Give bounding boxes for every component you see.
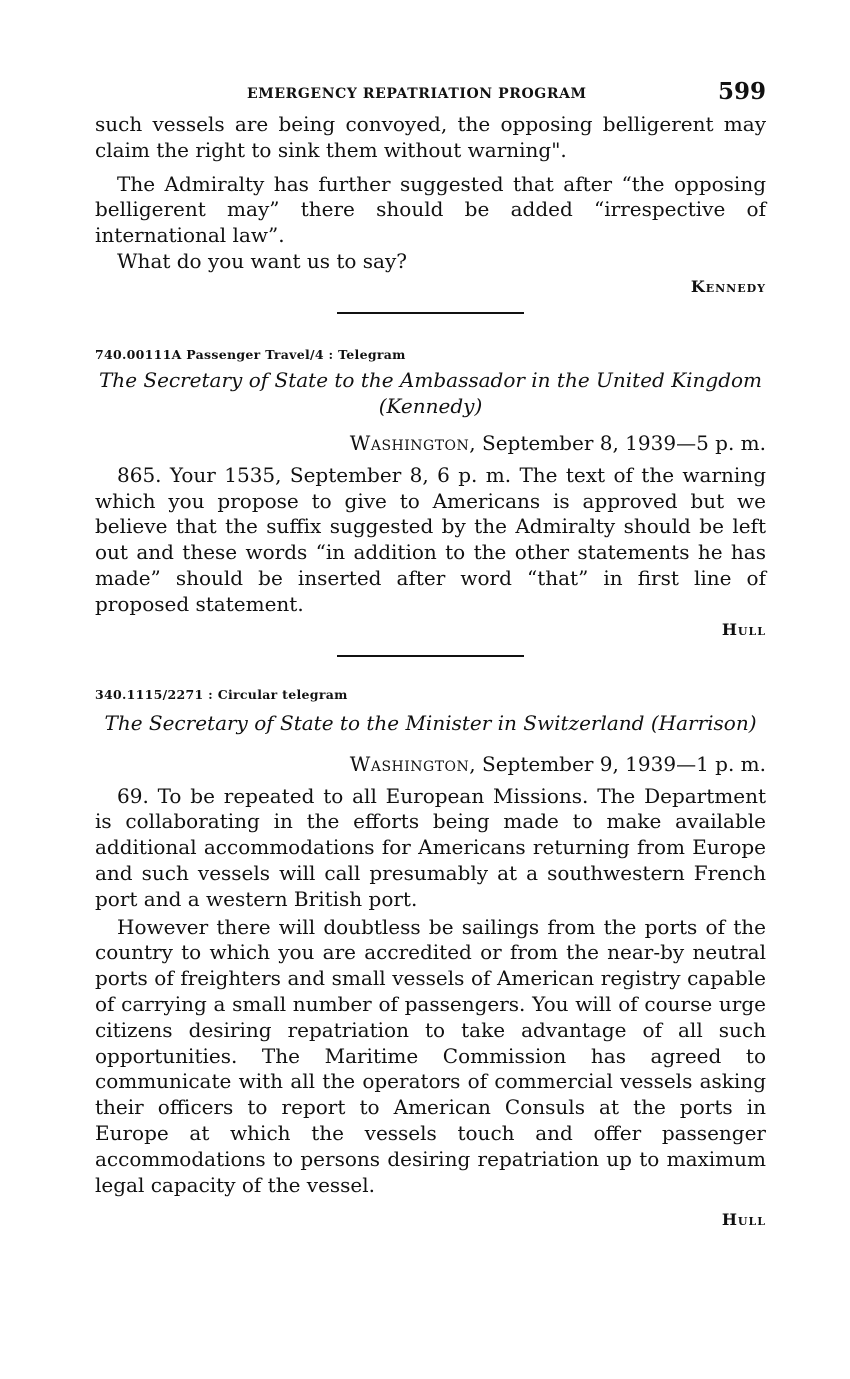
dateline-date: , September 8, 1939—5 p. m. [469,430,766,455]
signature-kennedy: Kennedy [690,276,766,296]
document-page [95,78,766,1229]
dateline-date: , September 9, 1939—1 p. m. [469,751,766,776]
continuation-section [95,112,766,296]
dateline-place: Washington [349,751,470,776]
body-paragraph: 865. Your 1535, September 8, 6 p. m. The text of the warning which you propose to give to Americans is approved but we believe that the suffix suggested by the Admiralty should be left out and these words “in addition to the other statements he has made” should be inserted after word “that” in first line of proposed statement. [95,462,766,616]
body-paragraph: However there will doubtless be sailings from the ports of the country to which you are accredited or from the near-by neutral ports of freighters and small vessels of American registry capable of carrying a small number of passengers. You will of course urge citizens desiring repatriation to take advantage of all such opportunities. The Maritime Commission has agreed to communicate with all the operators of commercial vessels asking their officers to report to American Consuls at the ports in Europe at which the vessels touch and offer passenger accommodations to persons desiring repatriation up to maximum legal capacity of the vessel. [95,914,766,1197]
page-number: 599 [717,78,766,105]
running-title: EMERGENCY REPATRIATION PROGRAM [247,86,587,102]
dateline [95,752,766,776]
document-title: The Secretary of State to the Minister in Switzerland (Harrison) [104,710,757,735]
continuation-paragraph: such vessels are being convoyed, the opposing belligerent may claim the right to sink them without warning". [95,112,766,162]
continuation-paragraph: The Admiralty has further suggested that after “the opposing belligerent may” there should be added “irrespective of international law”. [95,171,766,248]
document-740 [95,347,766,639]
signature-hull: Hull [721,619,766,639]
document-340 [95,687,766,1230]
document-title-line: The Secretary of State to the Ambassador in the United Kingdom [98,367,763,392]
dateline-place: Washington [349,430,470,455]
file-reference: 340.1115/2271 : Circular telegram [95,686,348,702]
signature-hull: Hull [721,1210,766,1230]
file-reference: 740.00111A Passenger Travel/4 : Telegram [95,346,406,362]
document-title-line: (Kennedy) [378,393,483,418]
running-header [95,78,766,112]
document-title [95,367,766,419]
continuation-paragraph: What do you want us to say? [117,248,407,273]
body-paragraph: 69. To be repeated to all European Missions. The Department is collaborating in the efforts being made to make available additional accommodations for Americans returning from Europe and such vessels will call presumably at a southwestern French port and a western British port. [95,783,766,911]
dateline [95,431,766,455]
